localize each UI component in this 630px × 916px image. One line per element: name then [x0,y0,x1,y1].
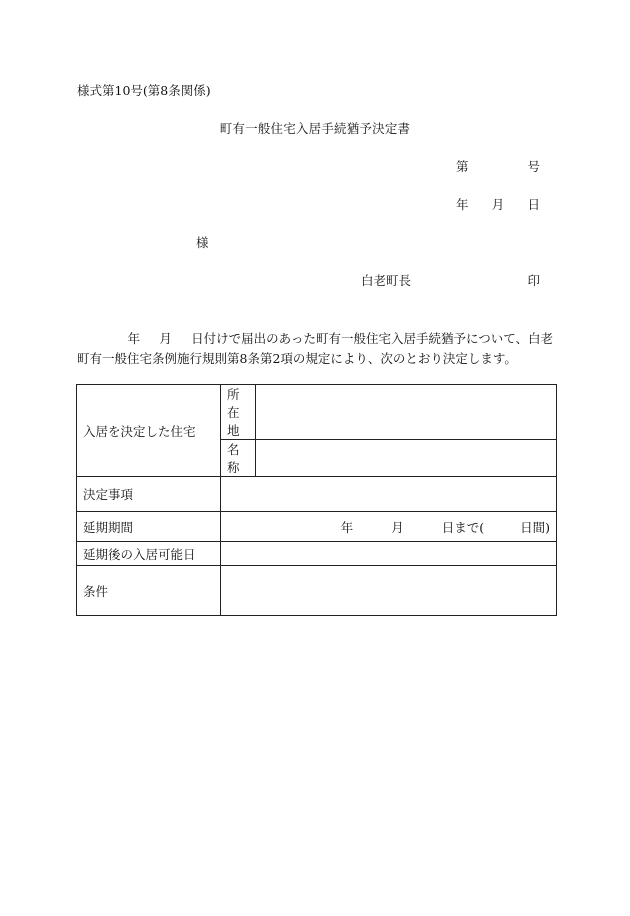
period-month: 月 [391,519,404,535]
body-line1-text: 日付けで届出のあった町有一般住宅入居手続猶予について、白老 [191,331,554,346]
number-prefix: 第 [456,159,469,174]
body-month: 月 [159,331,172,346]
period-days: 日間) [520,519,550,535]
recipient-honorific: 様 [196,235,209,250]
housing-name-value-cell [256,440,557,477]
document-date-line [456,199,540,212]
period-until: 日まで( [441,519,485,535]
date-year: 年 [456,197,469,212]
housing-name-label: 名 称 [221,440,256,477]
period-label: 延期期間 [77,512,221,542]
housing-label: 入居を決定した住宅 [77,385,221,477]
body-year: 年 [127,331,141,346]
after-date-value-cell [221,542,557,566]
date-day: 日 [527,197,540,212]
after-date-label: 延期後の入居可能日 [77,542,221,566]
period-value-cell [221,512,557,542]
conditions-label: 条件 [77,566,221,616]
location-label: 所在地 [221,385,256,440]
table-row [77,385,557,440]
table-row [77,542,557,566]
issuer-name: 白老町長 [361,273,412,288]
document-title: 町有一般住宅入居手続猶予決定書 [219,121,411,136]
period-year: 年 [340,519,354,535]
document-number-line [456,161,540,174]
location-value-cell [256,385,557,440]
table-row [77,477,557,512]
issuer-line [361,275,540,288]
body-paragraph [77,329,553,369]
seal-mark: 印 [527,273,540,288]
decision-table [76,384,557,616]
form-number-label: 様式第10号(第8条関係) [77,83,211,98]
decision-value-cell [221,477,557,512]
table-row [77,566,557,616]
number-suffix: 号 [527,159,540,174]
conditions-value-cell [221,566,557,616]
decision-label: 決定事項 [77,477,221,512]
date-month: 月 [491,197,505,212]
body-line2-text: 町有一般住宅条例施行規則第8条第2項の規定により、次のとおり決定します。 [77,351,517,366]
table-row [77,512,557,542]
